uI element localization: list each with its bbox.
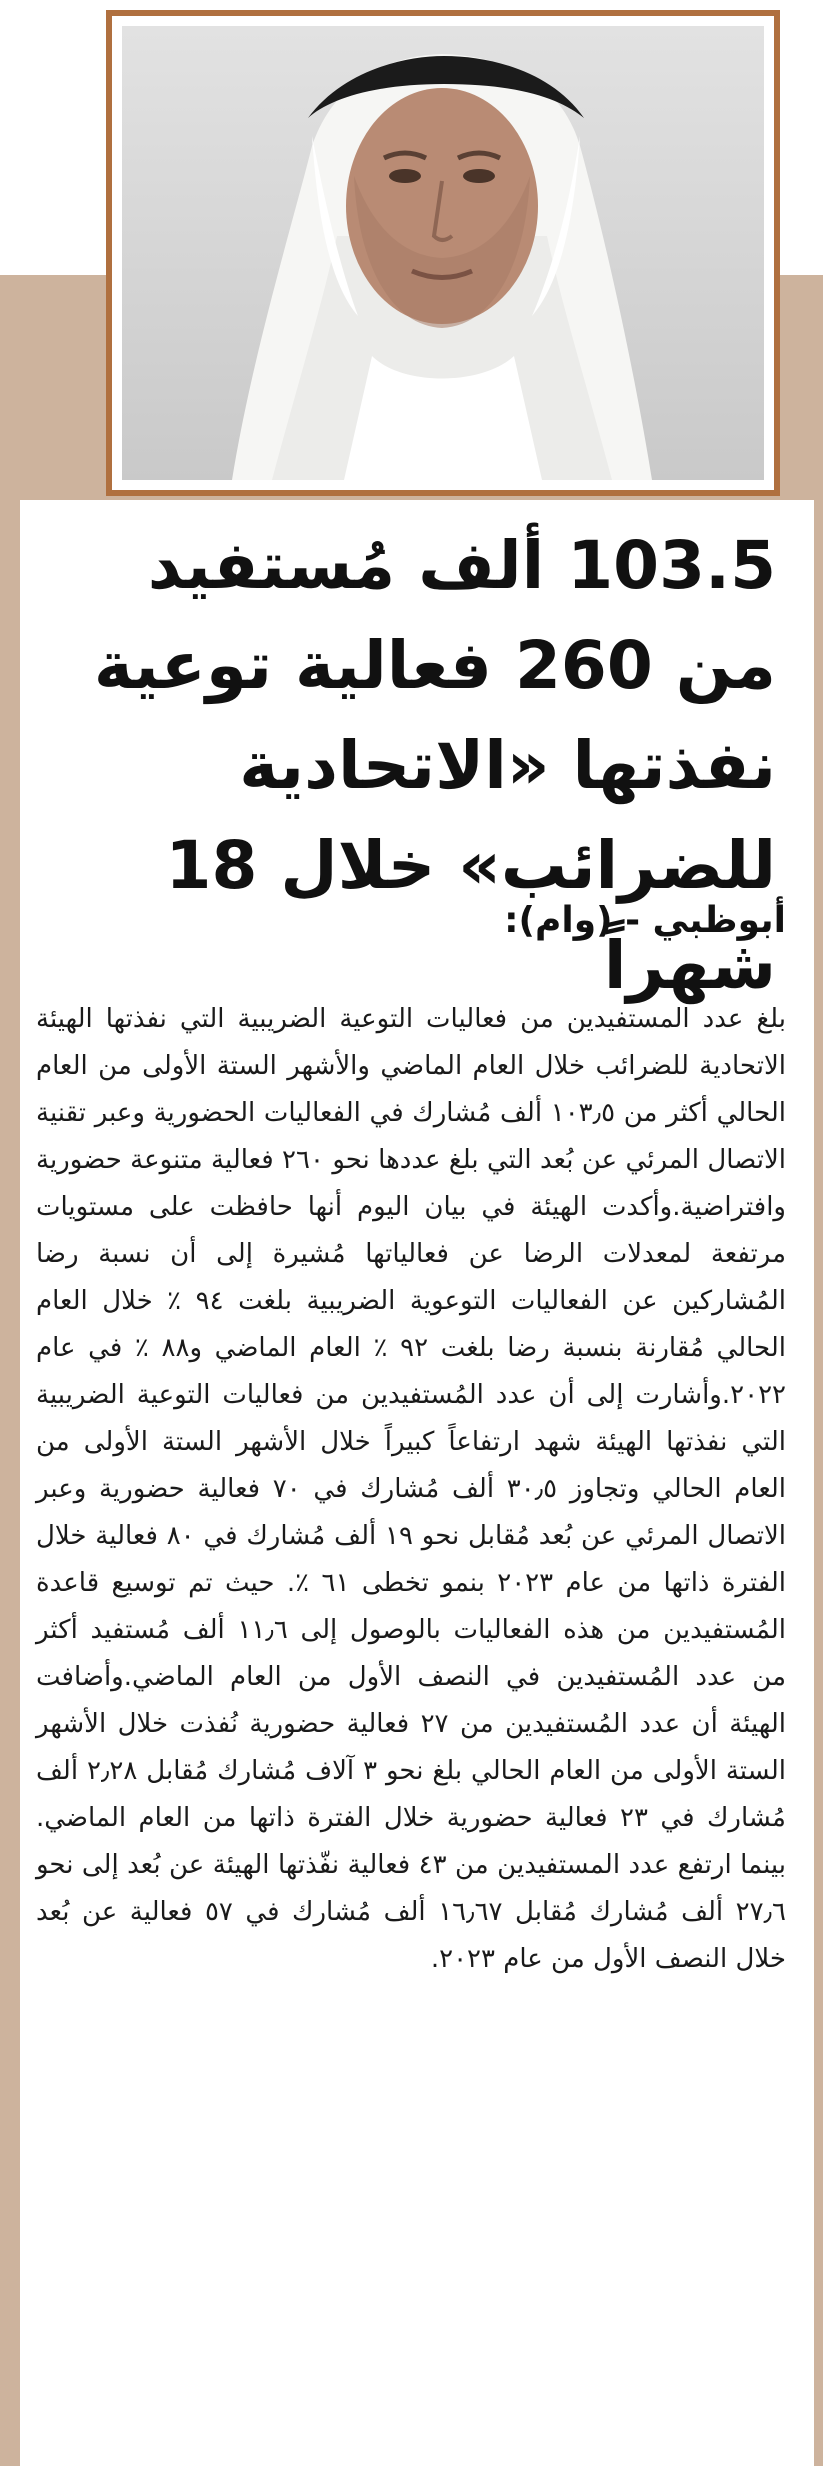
article-body: بلغ عدد المستفيدين من فعاليات التوعية الضريبية التي نفذتها الهيئة الاتحادية للضرائب خلال العام الماضي والأشهر الستة الأولى من العام الحالي أكثر من ١٠٣٫٥ ألف مُشارك في الفعاليات الحضورية وعبر تقنية الاتصال المرئي عن بُعد التي بلغ عددها نحو ٢٦٠ فعالية متنوعة حضورية وافتراضية.وأكدت الهيئة في بيان اليوم أنها حافظت على مستويات مرتفعة لمعدلات الرضا عن فعالياتها مُشيرة إلى أن نسبة رضا المُشاركين عن الفعاليات التوعوية الضريبية بلغت ٩٤ ٪ خلال العام الحالي مُقارنة بنسبة رضا بلغت ٩٢ ٪ العام الماضي و٨٨ ٪ في عام ٢٠٢٢.وأشارت إلى أن عدد المُستفيدين من فعاليات التوعية الضريبية التي نفذتها الهيئة شهد ارتفاعاً كبيراً خلال الأشهر الستة الأولى من العام الحالي وتجاوز ٣٠٫٥ ألف مُشارك في ٧٠ فعالية حضورية وعبر الاتصال المرئي عن بُعد مُقابل نحو ١٩ ألف مُشارك في ٨٠ فعالية خلال الفترة ذاتها من عام ٢٠٢٣ بنمو تخطى ٦١ ٪. حيث تم توسيع قاعدة المُستفيدين من هذه الفعاليات بالوصول إلى ١١٫٦ ألف مُستفيد أكثر من عدد المُستفيدين في النصف الأول من العام الماضي.وأضافت الهيئة أن عدد المُستفيدين من ٢٧ فعالية حضورية نُفذت خلال الأشهر الستة الأولى من العام الحالي بلغ نحو ٣ آلاف مُشارك مُقابل ٢٫٢٨ ألف مُشارك في ٢٣ فعالية حضورية خلال الفترة ذاتها من العام الماضي. بينما ارتفع عدد المستفيدين من ٤٣ فعالية نفّذتها الهيئة عن بُعد إلى نحو ٢٧٫٦ ألف مُشارك مُقابل ١٦٫٦٧ ألف مُشارك في ٥٧ فعالية عن بُعد خلال النصف الأول من عام ٢٠٢٣. (36, 1004, 787, 1974)
portrait-photo (122, 26, 764, 480)
portrait-frame (106, 10, 780, 496)
article-headline: 103.5 ألف مُستفيد من 260 فعالية توعية نفذتها «الاتحادية للضرائب» خلال 18 شهراً (93, 527, 776, 1004)
portrait-illustration (122, 26, 764, 480)
article-dateline: أبوظبي - (وام): (504, 900, 786, 941)
